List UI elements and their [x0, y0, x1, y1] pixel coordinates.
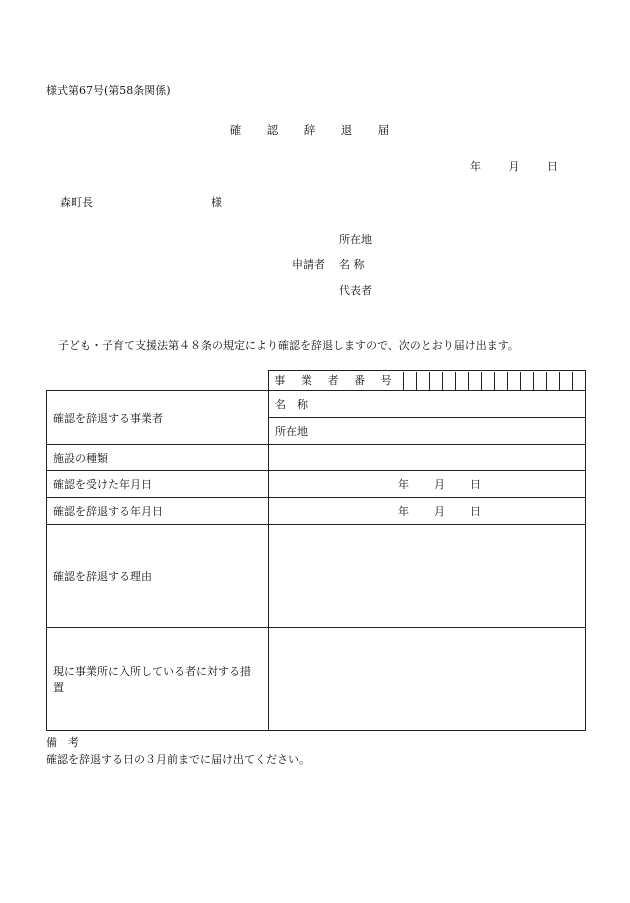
confirmed-date-day: 日 [470, 478, 481, 491]
date-year: 年 [470, 160, 481, 173]
business-number-box[interactable] [417, 372, 430, 390]
confirmed-date-label: 確認を受けた年月日 [47, 471, 269, 498]
withdraw-date-field[interactable] [269, 498, 586, 525]
reason-label: 確認を辞退する理由 [47, 525, 269, 628]
withdraw-date-day: 日 [470, 505, 481, 518]
business-number-box[interactable] [482, 372, 495, 390]
blank-cell [47, 371, 269, 391]
business-number-box[interactable] [560, 372, 573, 390]
document-title: 確 認 辞 退 届 [229, 123, 401, 137]
business-name-field[interactable]: 名 称 [269, 391, 586, 418]
facility-type-label: 施設の種類 [47, 445, 269, 471]
applicant-name-label: 名 称 [339, 258, 365, 271]
facility-type-field[interactable] [269, 445, 586, 471]
business-number-label: 事 業 者 番 号 [269, 372, 404, 390]
addressee-name: 森町長 [60, 196, 93, 209]
date-month: 月 [508, 160, 520, 173]
measures-label: 現に事業所に入所している者に対する措置 [47, 628, 269, 731]
business-number-box[interactable] [404, 372, 417, 390]
submission-date [446, 158, 558, 174]
withdraw-date-year: 年 [398, 505, 409, 518]
applicant-label: 申請者 [292, 258, 325, 271]
withdraw-date-label: 確認を辞退する年月日 [47, 498, 269, 525]
confirmed-date-year: 年 [398, 478, 409, 491]
business-number-box[interactable] [573, 372, 585, 390]
withdraw-date-month: 月 [434, 505, 445, 518]
withdrawal-form-table [46, 370, 586, 731]
business-number-box[interactable] [495, 372, 508, 390]
remarks-title: 備 考 [46, 736, 79, 749]
measures-field[interactable] [269, 628, 586, 731]
date-day: 日 [547, 160, 558, 173]
business-number-box[interactable] [508, 372, 521, 390]
business-number-box[interactable] [456, 372, 469, 390]
business-number-box[interactable] [430, 372, 443, 390]
business-number-box[interactable] [547, 372, 560, 390]
applicant-representative-label: 代表者 [339, 284, 372, 297]
reason-field[interactable] [269, 525, 586, 628]
business-number-box[interactable] [534, 372, 547, 390]
business-address-field[interactable]: 所在地 [269, 418, 586, 445]
confirmed-date-month: 月 [434, 478, 445, 491]
withdrawing-business-label: 確認を辞退する事業者 [47, 391, 269, 445]
addressee-suffix: 様 [211, 196, 222, 209]
intro-text: 子ども・子育て支援法第４８条の規定により確認を辞退しますので、次のとおり届け出ます。 [58, 339, 519, 352]
applicant-address-label: 所在地 [339, 233, 372, 246]
business-number-box[interactable] [443, 372, 456, 390]
business-number-box[interactable] [521, 372, 534, 390]
remarks-text: 確認を辞退する日の３月前までに届け出てください。 [46, 753, 310, 766]
business-number-box[interactable] [469, 372, 482, 390]
form-number: 様式第67号(第58条関係) [46, 84, 171, 97]
confirmed-date-field[interactable] [269, 471, 586, 498]
business-number-row [269, 371, 586, 391]
